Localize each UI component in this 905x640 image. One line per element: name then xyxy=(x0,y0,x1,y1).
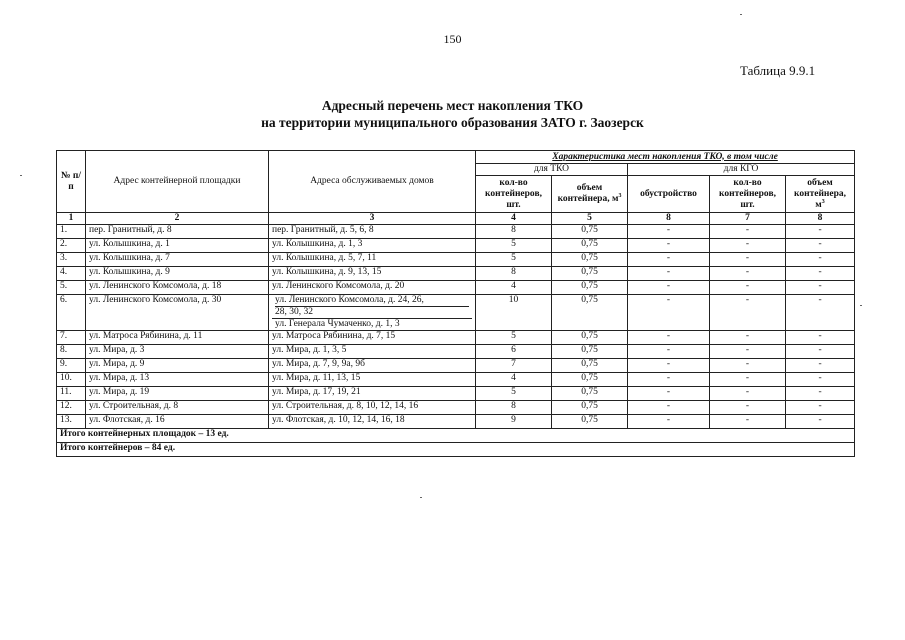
header-characteristics: Характеристика мест накопления ТКО, в том числе xyxy=(476,151,855,164)
header-kgo-volume xyxy=(786,176,855,213)
row-kgo-count: - xyxy=(710,359,786,373)
row-address: ул. Флотская, д. 16 xyxy=(86,415,269,429)
row-count: 10 xyxy=(476,295,552,331)
row-count: 4 xyxy=(476,281,552,295)
scan-speck xyxy=(860,305,862,306)
table-row xyxy=(57,415,855,429)
title-line-2: на территории муниципального образования ЗАТО г. Заозерск xyxy=(261,115,644,130)
row-equipment: - xyxy=(628,373,710,387)
row-houses: ул. Ленинского Комсомола, д. 20 xyxy=(269,281,476,295)
row-volume: 0,75 xyxy=(552,225,628,239)
row-equipment: - xyxy=(628,331,710,345)
row-number: 10. xyxy=(57,373,86,387)
header-volume-sup: 3 xyxy=(618,192,622,199)
row-number: 7. xyxy=(57,331,86,345)
header-volume xyxy=(552,176,628,213)
row-number: 11. xyxy=(57,387,86,401)
row-address: ул. Колышкина, д. 9 xyxy=(86,267,269,281)
row-volume: 0,75 xyxy=(552,373,628,387)
table-row xyxy=(57,281,855,295)
row-address: ул. Мира, д. 13 xyxy=(86,373,269,387)
column-number: 2 xyxy=(86,213,269,225)
houses-line: ул. Генерала Чумаченко, д. 1, 3 xyxy=(272,318,472,330)
document-title xyxy=(0,97,905,131)
row-number: 9. xyxy=(57,359,86,373)
header-count: кол-во контейнеров, шт. xyxy=(476,176,552,213)
row-number: 6. xyxy=(57,295,86,331)
row-kgo-count: - xyxy=(710,295,786,331)
row-kgo-count: - xyxy=(710,415,786,429)
header-kgo-volume-sup: 3 xyxy=(821,198,825,205)
row-kgo-volume: - xyxy=(786,345,855,359)
row-kgo-volume: - xyxy=(786,373,855,387)
containers-table xyxy=(56,150,855,457)
row-address: ул. Мира, д. 9 xyxy=(86,359,269,373)
row-volume: 0,75 xyxy=(552,253,628,267)
row-kgo-volume: - xyxy=(786,359,855,373)
row-kgo-volume: - xyxy=(786,239,855,253)
page-number: 150 xyxy=(443,32,462,46)
row-equipment: - xyxy=(628,253,710,267)
header-tko: для ТКО xyxy=(476,164,628,176)
row-number: 3. xyxy=(57,253,86,267)
row-kgo-count: - xyxy=(710,225,786,239)
row-number: 12. xyxy=(57,401,86,415)
row-kgo-volume: - xyxy=(786,281,855,295)
row-kgo-count: - xyxy=(710,345,786,359)
title-line-1: Адресный перечень мест накопления ТКО xyxy=(321,98,584,113)
row-kgo-volume: - xyxy=(786,387,855,401)
column-number: 5 xyxy=(552,213,628,225)
row-count: 6 xyxy=(476,345,552,359)
table-row xyxy=(57,401,855,415)
row-volume: 0,75 xyxy=(552,239,628,253)
row-houses: ул. Мира, д. 1, 3, 5 xyxy=(269,345,476,359)
table-row xyxy=(57,253,855,267)
row-houses: ул. Матроса Рябинина, д. 7, 15 xyxy=(269,331,476,345)
row-volume: 0,75 xyxy=(552,359,628,373)
column-number: 1 xyxy=(57,213,86,225)
row-kgo-volume: - xyxy=(786,331,855,345)
row-count: 9 xyxy=(476,415,552,429)
table-row xyxy=(57,295,855,331)
row-equipment: - xyxy=(628,225,710,239)
row-equipment: - xyxy=(628,401,710,415)
table-row xyxy=(57,387,855,401)
row-address: ул. Колышкина, д. 7 xyxy=(86,253,269,267)
row-number: 5. xyxy=(57,281,86,295)
row-houses: ул. Мира, д. 17, 19, 21 xyxy=(269,387,476,401)
column-number: 4 xyxy=(476,213,552,225)
row-count: 8 xyxy=(476,401,552,415)
row-volume: 0,75 xyxy=(552,295,628,331)
header-kgo: для КГО xyxy=(628,164,855,176)
column-number: 7 xyxy=(710,213,786,225)
scan-speck xyxy=(740,14,742,15)
houses-line: 28, 30, 32 xyxy=(275,306,469,318)
row-count: 8 xyxy=(476,225,552,239)
row-houses: пер. Гранитный, д. 5, 6, 8 xyxy=(269,225,476,239)
row-houses xyxy=(269,295,476,331)
row-address: ул. Мира, д. 19 xyxy=(86,387,269,401)
row-houses: ул. Колышкина, д. 1, 3 xyxy=(269,239,476,253)
row-number: 4. xyxy=(57,267,86,281)
table-label: Таблица 9.9.1 xyxy=(740,63,816,78)
row-kgo-count: - xyxy=(710,387,786,401)
row-count: 5 xyxy=(476,253,552,267)
header-kgo-count: кол-во контейнеров, шт. xyxy=(710,176,786,213)
row-address: ул. Колышкина, д. 1 xyxy=(86,239,269,253)
row-equipment: - xyxy=(628,359,710,373)
row-kgo-volume: - xyxy=(786,401,855,415)
row-count: 5 xyxy=(476,331,552,345)
row-volume: 0,75 xyxy=(552,387,628,401)
row-equipment: - xyxy=(628,239,710,253)
row-volume: 0,75 xyxy=(552,331,628,345)
row-count: 4 xyxy=(476,373,552,387)
row-address: ул. Строительная, д. 8 xyxy=(86,401,269,415)
table-row xyxy=(57,239,855,253)
table-row xyxy=(57,345,855,359)
row-kgo-count: - xyxy=(710,267,786,281)
row-volume: 0,75 xyxy=(552,267,628,281)
row-kgo-count: - xyxy=(710,373,786,387)
row-kgo-count: - xyxy=(710,281,786,295)
row-houses: ул. Колышкина, д. 9, 13, 15 xyxy=(269,267,476,281)
row-houses: ул. Флотская, д. 10, 12, 14, 16, 18 xyxy=(269,415,476,429)
row-volume: 0,75 xyxy=(552,281,628,295)
row-equipment: - xyxy=(628,387,710,401)
header-num: № п/п xyxy=(57,151,86,213)
row-count: 5 xyxy=(476,387,552,401)
row-houses: ул. Колышкина, д. 5, 7, 11 xyxy=(269,253,476,267)
row-volume: 0,75 xyxy=(552,345,628,359)
total-containers: Итого контейнеров – 84 ед. xyxy=(57,443,855,457)
row-houses: ул. Строительная, д. 8, 10, 12, 14, 16 xyxy=(269,401,476,415)
header-kgo-volume-text: объем контейнера, м xyxy=(794,177,847,210)
table-row xyxy=(57,331,855,345)
scan-speck xyxy=(20,175,22,176)
row-equipment: - xyxy=(628,415,710,429)
row-number: 8. xyxy=(57,345,86,359)
row-number: 1. xyxy=(57,225,86,239)
row-number: 2. xyxy=(57,239,86,253)
table-row xyxy=(57,225,855,239)
header-equipment: обустройство xyxy=(628,176,710,213)
row-houses: ул. Мира, д. 11, 13, 15 xyxy=(269,373,476,387)
column-number: 8 xyxy=(786,213,855,225)
row-address: пер. Гранитный, д. 8 xyxy=(86,225,269,239)
row-kgo-volume: - xyxy=(786,267,855,281)
row-kgo-count: - xyxy=(710,331,786,345)
row-kgo-volume: - xyxy=(786,295,855,331)
row-equipment: - xyxy=(628,295,710,331)
row-kgo-volume: - xyxy=(786,415,855,429)
houses-line: ул. Ленинского Комсомола, д. 24, 26, xyxy=(275,295,424,305)
row-equipment: - xyxy=(628,281,710,295)
row-count: 5 xyxy=(476,239,552,253)
houses-group xyxy=(272,295,472,318)
header-volume-text: объем контейнера, м xyxy=(557,183,619,204)
row-volume: 0,75 xyxy=(552,415,628,429)
column-number: 3 xyxy=(269,213,476,225)
row-address: ул. Ленинского Комсомола, д. 18 xyxy=(86,281,269,295)
column-number-row xyxy=(57,213,855,225)
table-row xyxy=(57,359,855,373)
row-address: ул. Мира, д. 3 xyxy=(86,345,269,359)
row-equipment: - xyxy=(628,345,710,359)
row-kgo-volume: - xyxy=(786,225,855,239)
row-kgo-count: - xyxy=(710,253,786,267)
table-row xyxy=(57,373,855,387)
row-kgo-count: - xyxy=(710,401,786,415)
row-equipment: - xyxy=(628,267,710,281)
row-kgo-volume: - xyxy=(786,253,855,267)
row-address: ул. Ленинского Комсомола, д. 30 xyxy=(86,295,269,331)
row-volume: 0,75 xyxy=(552,401,628,415)
scan-speck xyxy=(420,497,422,498)
row-address: ул. Матроса Рябинина, д. 11 xyxy=(86,331,269,345)
row-kgo-count: - xyxy=(710,239,786,253)
table-row xyxy=(57,267,855,281)
header-houses: Адреса обслуживаемых домов xyxy=(269,151,476,213)
row-count: 8 xyxy=(476,267,552,281)
header-address: Адрес контейнерной площадки xyxy=(86,151,269,213)
total-sites: Итого контейнерных площадок – 13 ед. xyxy=(57,429,855,443)
row-number: 13. xyxy=(57,415,86,429)
row-houses: ул. Мира, д. 7, 9, 9а, 9б xyxy=(269,359,476,373)
row-count: 7 xyxy=(476,359,552,373)
column-number: 8 xyxy=(628,213,710,225)
